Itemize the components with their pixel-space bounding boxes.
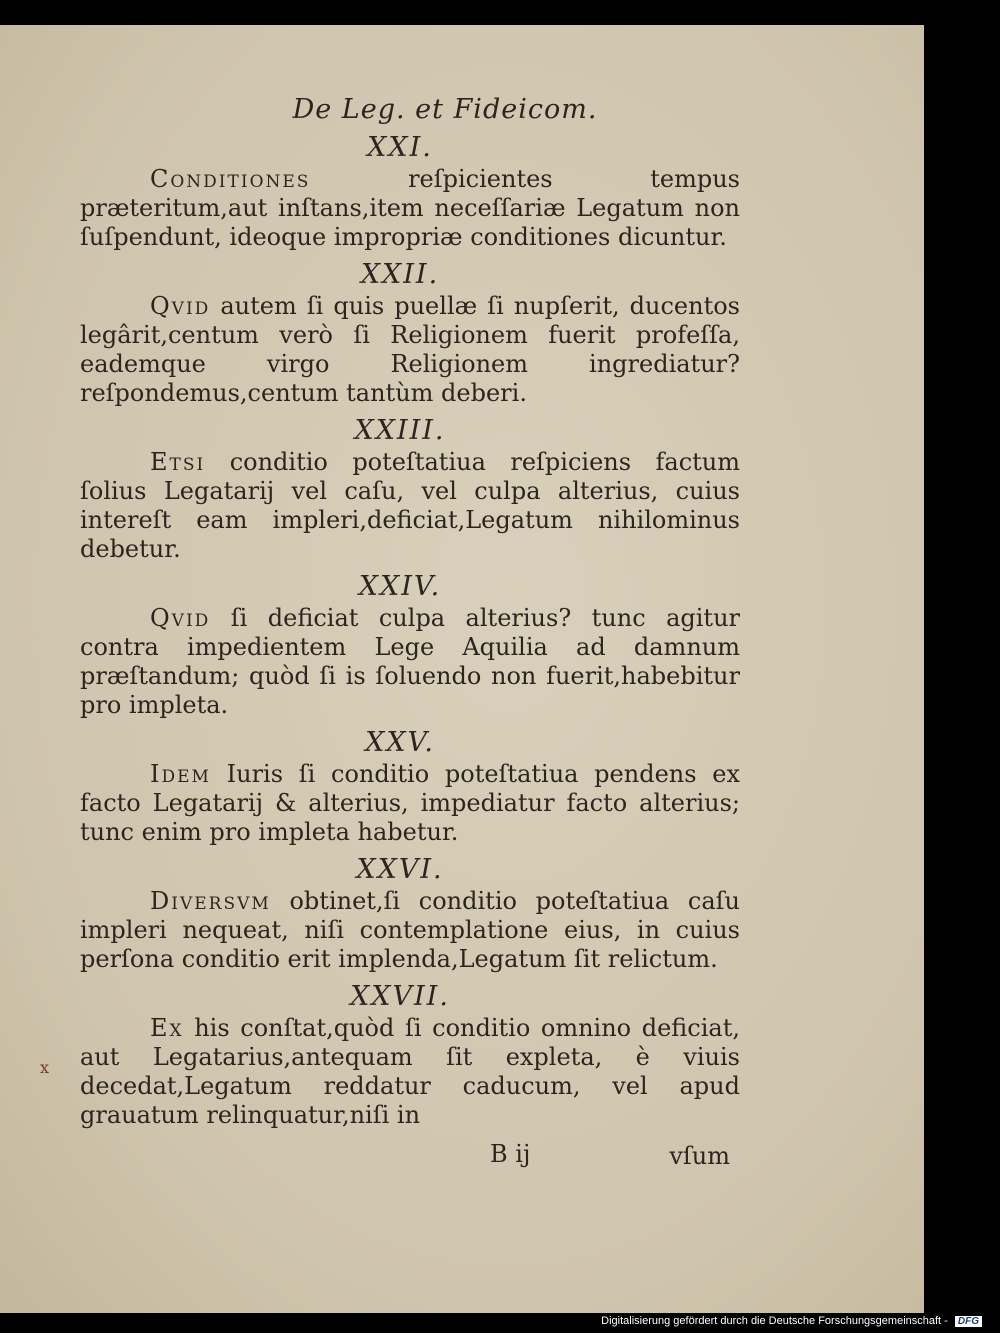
section-paragraph (80, 760, 740, 847)
paragraph-lead-word: Etsi (150, 448, 206, 476)
section-paragraph (80, 604, 740, 720)
paragraph-lead-word: Idem (150, 760, 211, 788)
margin-mark: x (40, 1058, 50, 1077)
section-paragraph (80, 887, 740, 974)
catchword: vſum (669, 1142, 730, 1170)
dfg-logo: DFG (955, 1316, 982, 1327)
credit-text: Digitalisierung gefördert durch die Deutsche Forschungsgemeinschaft - (601, 1315, 948, 1327)
running-header: De Leg. et Fideicom. (292, 94, 598, 125)
section-numeral: XXVI. (356, 854, 444, 885)
section-numeral: XXV. (365, 727, 435, 758)
paragraph-text: his conſtat,quòd ſi conditio omnino deficiat, aut Legatarius,antequam ſit expleta, è viuis decedat,Legatum reddatur caducum, vel apud grauatum relinquatur,niſi in (80, 1014, 740, 1129)
paragraph-lead-word: Qvid (150, 604, 211, 632)
section-paragraph (80, 165, 740, 252)
paragraph-text: ſi deficiat culpa alterius? tunc agitur contra impedientem Lege Aquilia ad damnum præſtandum; quòd ſi is ſoluendo non fuerit,habebitur pro impleta. (80, 604, 740, 719)
paragraph-text: reſpicientes tempus præteritum,aut inſtans,item neceſſariæ Legatum non ſuſpendunt, ideoque impropriæ conditiones dicuntur. (80, 165, 740, 251)
section-numeral: XXVII. (350, 981, 450, 1012)
section-numeral: XXII. (360, 259, 440, 290)
page-footer (80, 1140, 730, 1172)
paragraph-text: autem ſi quis puellæ ſi nupſerit, ducentos legârit,centum verò ſi Religionem fuerit profeſſa, eademque virgo Religionem ingrediatur? reſpondemus,centum tantùm deberi. (80, 292, 740, 407)
section-paragraph (80, 1014, 740, 1130)
section-paragraph (80, 292, 740, 408)
paragraph-lead-word: Ex (150, 1014, 184, 1042)
section-paragraph (80, 448, 740, 564)
page-text (80, 95, 740, 1136)
digitization-credit (601, 1315, 982, 1327)
sections (80, 131, 740, 1130)
signature-mark: B ij (490, 1140, 531, 1168)
section-numeral: XXI. (367, 132, 433, 163)
section-numeral: XXIII. (354, 415, 446, 446)
paragraph-text: obtinet,ſi conditio poteſtatiua caſu impleri nequeat, niſi contemplatione eius, in cuius perſona conditio erit implenda,Legatum ſit relictum. (80, 887, 740, 973)
paragraph-lead-word: Conditiones (150, 165, 311, 193)
paragraph-text: conditio poteſtatiua reſpiciens factum ſolius Legatarij vel caſu, vel culpa alterius, cuius intereſt eam impleri,deficiat,Legatum nihilominus debetur. (80, 448, 740, 563)
paragraph-text: Iuris ſi conditio poteſtatiua pendens ex facto Legatarij & alterius, impediatur facto alterius; tunc enim pro impleta habetur. (80, 760, 740, 846)
paragraph-lead-word: Qvid (150, 292, 211, 320)
paragraph-lead-word: Diversvm (150, 887, 271, 915)
section-numeral: XXIV. (358, 571, 442, 602)
